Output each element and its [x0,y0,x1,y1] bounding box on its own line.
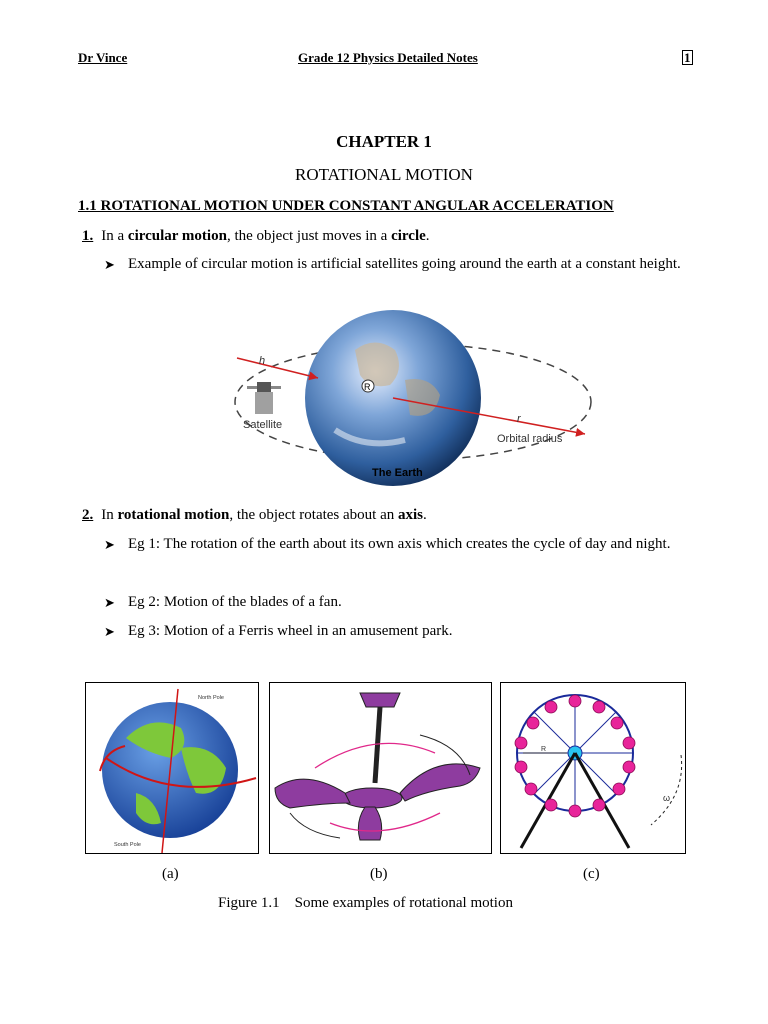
bullet-arrow: ➤ [104,595,115,610]
omega-label: ω [663,793,671,803]
figure-a-rotating-earth [85,682,259,854]
header-author: Dr Vince [78,50,128,65]
bullet-eg1: Eg 1: The rotation of the earth about its own axis which creates the cycle of day and night. [128,536,671,552]
figure-caption: Figure 1.1 Some examples of rotational motion [218,895,513,911]
orbital-radius-label: Orbital radius [497,433,563,445]
r-label: r [517,413,521,425]
north-pole-label: North Pole [198,695,224,701]
satellite-icon [247,382,281,414]
bullet-eg3: Eg 3: Motion of a Ferris wheel in an amusement park. [128,623,453,639]
satellite-label: Satellite [243,419,283,431]
omega-arrow [651,755,682,825]
figure-label-a: (a) [162,866,179,882]
item-1-number: 1. [82,228,94,244]
h-label: h [259,355,266,367]
fan-icon [275,693,480,840]
page-number: 1 [684,50,691,65]
south-pole-label: South Pole [114,842,141,848]
figure-label-b: (b) [370,866,388,882]
R-label: R [541,746,547,753]
item-2-number: 2. [82,507,94,523]
bullet-arrow: ➤ [104,624,115,639]
figure-b-fan [269,682,492,854]
chapter-title: ROTATIONAL MOTION [295,165,473,184]
bullet-eg2: Eg 2: Motion of the blades of a fan. [128,594,342,610]
figure-label-c: (c) [583,866,600,882]
h-arrow [237,358,318,378]
figure-c-ferris-wheel [500,682,686,854]
header-title: Grade 12 Physics Detailed Notes [298,50,478,65]
ferris-wheel-icon [515,695,635,848]
bullet-arrow: ➤ [104,257,115,272]
item-2: 2. In rotational motion, the object rotates about an axis. [82,507,427,523]
item-1: 1. In a circular motion, the object just moves in a circle. [82,228,430,244]
earth-label: The Earth [372,467,423,479]
section-heading: 1.1 ROTATIONAL MOTION UNDER CONSTANT ANGULAR ACCELERATION [78,198,614,214]
bullet-circular: Example of circular motion is artificial satellites going around the earth at a constant height. [128,256,681,272]
chapter-label: CHAPTER 1 [336,132,432,151]
R-label: R [364,382,371,392]
bullet-arrow: ➤ [104,537,115,552]
earth-orbit-figure [225,310,600,490]
